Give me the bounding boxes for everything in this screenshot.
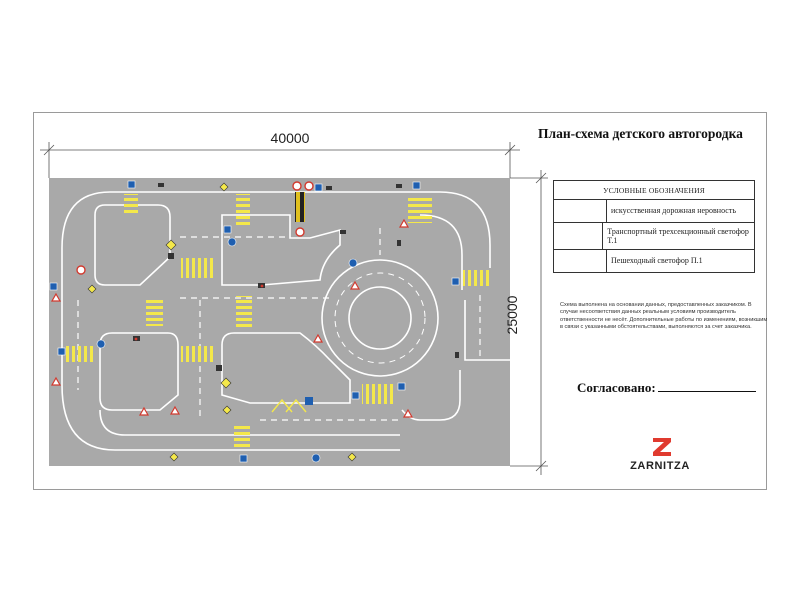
- crosswalk: [181, 346, 213, 362]
- crosswalk: [236, 296, 252, 328]
- width-dimension-label: 40000: [270, 130, 310, 146]
- speed-bump: [295, 192, 305, 222]
- approval-label: Согласовано:: [577, 380, 656, 395]
- legend-text: Транспортный трехсекционный светофор Т.1: [607, 226, 749, 245]
- traffic-light-icon: [216, 365, 222, 371]
- legend-text: Пешеходный светофор П.1: [611, 256, 703, 266]
- sign-blue-icon: [224, 226, 231, 233]
- crosswalk: [181, 258, 213, 278]
- crosswalk: [362, 384, 394, 404]
- traffic-light-icon: [397, 240, 401, 246]
- sign-prohibit-icon: [296, 228, 304, 236]
- crosswalk: [66, 346, 96, 362]
- width-dimension-line: [40, 142, 520, 178]
- legend-row-ped-light: [554, 250, 754, 272]
- legend-text: искусственная дорожная неровность: [611, 206, 736, 216]
- height-dimension-label: 25000: [504, 295, 520, 335]
- sign-blue-icon: [128, 181, 135, 188]
- sign-round-blue-icon: [349, 259, 357, 267]
- traffic-light-icon: [455, 352, 459, 358]
- brand-name: ZARNITZA: [630, 460, 690, 472]
- signature-line: [658, 381, 756, 392]
- sign-prohibit-icon: [77, 266, 85, 274]
- sign-blue-icon: [58, 348, 65, 355]
- legend-table: [553, 180, 755, 273]
- sign-round-blue-icon: [312, 454, 320, 462]
- crosswalk: [146, 298, 163, 326]
- crosswalk: [234, 423, 250, 449]
- page-title: План-схема детского автогородка: [538, 126, 743, 141]
- sign-blue-icon: [315, 184, 322, 191]
- legend-row-bump: [554, 200, 754, 223]
- sign-blue-icon: [413, 182, 420, 189]
- legend-row-traffic-light: [554, 223, 754, 250]
- disclaimer-note: Схема выполнена на основании данных, предоставленных заказчиком. В случае несоответствия данных реальным условиям производитель ответственности не несёт. Дополнительные работы по изменениям, возникшим в связи с указанными обстоятельствами, выполняются за счет заказчика.: [560, 302, 768, 330]
- traffic-light-icon: [326, 186, 332, 190]
- approval-field: [577, 380, 756, 396]
- traffic-light-icon: [396, 184, 402, 188]
- light-lamp-icon: [135, 338, 138, 341]
- sign-blue-icon: [352, 392, 359, 399]
- sign-round-blue-icon: [228, 238, 236, 246]
- sign-blue-icon: [398, 383, 405, 390]
- traffic-light-icon: [168, 253, 174, 259]
- sign-blue-icon: [240, 455, 247, 462]
- crosswalk: [236, 194, 250, 228]
- parking-sign-icon: [305, 397, 313, 405]
- sign-blue-icon: [452, 278, 459, 285]
- crosswalk: [408, 195, 432, 223]
- light-lamp-icon: [261, 285, 264, 288]
- crosswalk: [463, 270, 489, 286]
- sign-prohibit-icon: [293, 182, 301, 190]
- asphalt-area: [49, 178, 510, 466]
- sign-blue-icon: [50, 283, 57, 290]
- traffic-light-icon: [340, 230, 346, 234]
- traffic-light-icon: [158, 183, 164, 187]
- legend-header: УСЛОВНЫЕ ОБОЗНАЧЕНИЯ: [554, 181, 754, 200]
- sign-prohibit-icon: [305, 182, 313, 190]
- crosswalk: [124, 194, 138, 214]
- brand-block: [620, 432, 700, 472]
- sign-round-blue-icon: [97, 340, 105, 348]
